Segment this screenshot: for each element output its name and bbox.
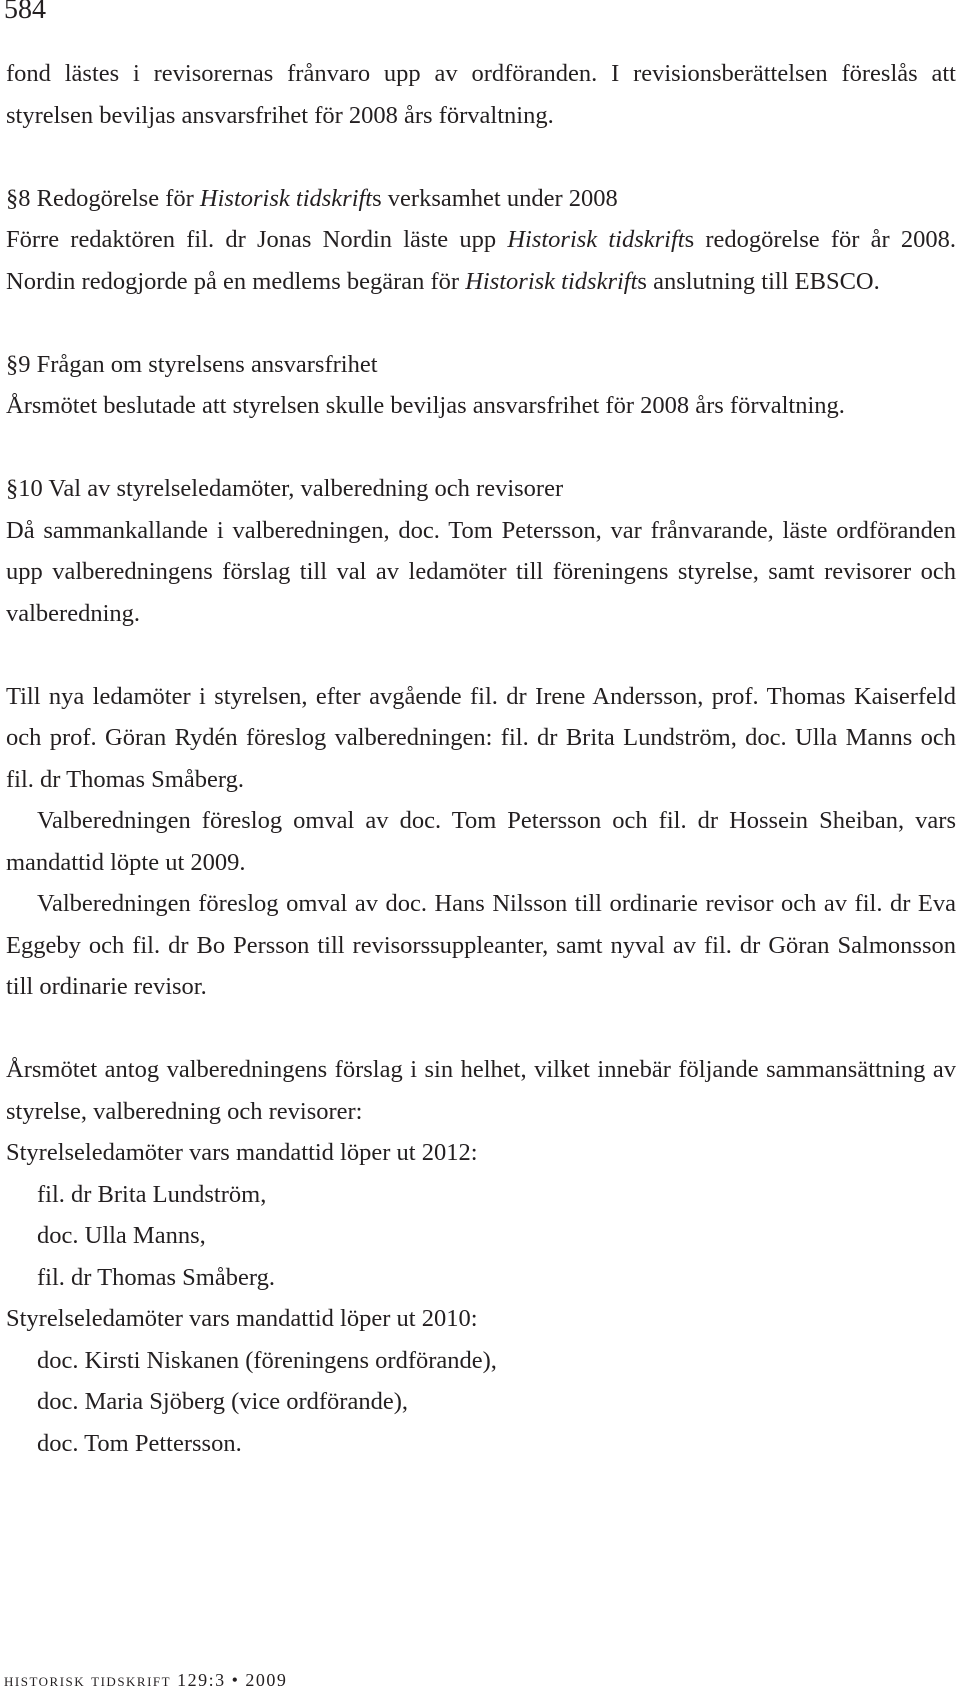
section-9-heading: §9 Frågan om styrelsens ansvarsfrihet [6, 350, 378, 378]
board-2010-member: doc. Kirsti Niskanen (föreningens ordförande), [37, 1346, 497, 1374]
board-2010-label: Styrelseledamöter vars mandattid löper ut 2010: [6, 1305, 478, 1332]
board-2012-member: doc. Ulla Manns, [37, 1222, 206, 1249]
board-2010-member: doc. Maria Sjöberg (vice ordförande), [37, 1388, 408, 1415]
section-8-body: Förre redaktören fil. dr Jonas Nordin läste upp Historisk tidskrifts redogörelse för år 2008. Nordin redogjorde på en medlems begäran för Historisk tidskrifts anslutning till EBSCO. [6, 226, 956, 295]
section-9-body: Årsmötet beslutade att styrelsen skulle beviljas ansvarsfrihet för 2008 års förvaltning. [6, 392, 845, 419]
new-members-paragraph: Till nya ledamöter i styrelsen, efter avgående fil. dr Irene Andersson, prof. Thomas Kaiserfeld och prof. Göran Rydén föreslog valberedningen: fil. dr Brita Lundström, doc. Ulla Manns och fil. dr Thomas Småberg. [6, 682, 956, 793]
section-10-body: Då sammankallande i valberedningen, doc. Tom Petersson, var frånvarande, läste ordföranden upp valberedningens förslag till val av ledamöter till föreningens styrelse, samt revisorer och valberedning. [6, 516, 956, 627]
page-number: 584 [4, 0, 46, 25]
reelection-committee-paragraph: Valberedningen föreslog omval av doc. Tom Petersson och fil. dr Hossein Sheiban, vars mandattid löpte ut 2009. [6, 807, 956, 876]
board-2012-member: fil. dr Thomas Småberg. [37, 1263, 275, 1291]
body-text [6, 53, 956, 1464]
section-8-heading: §8 Redogörelse för Historisk tidskrifts verksamhet under 2008 [6, 184, 618, 212]
section-10-heading: §10 Val av styrelseledamöter, valberedning och revisorer [6, 475, 564, 502]
paragraph-intro: fond lästes i revisorernas frånvaro upp av ordföranden. I revisionsberättelsen föreslås att styrelsen beviljas ansvarsfrihet för 2008 års förvaltning. [6, 60, 956, 129]
board-2010-member: doc. Tom Pettersson. [37, 1429, 242, 1457]
board-2012-member: fil. dr Brita Lundström, [37, 1180, 267, 1208]
adopted-paragraph: Årsmötet antog valberedningens förslag i sin helhet, vilket innebär följande sammansättning av styrelse, valberedning och revisorer: [6, 1056, 956, 1125]
board-2012-label: Styrelseledamöter vars mandattid löper ut 2012: [6, 1139, 478, 1166]
reelection-auditor-paragraph: Valberedningen föreslog omval av doc. Hans Nilsson till ordinarie revisor och av fil. dr Eva Eggeby och fil. dr Bo Persson till revisorssuppleanter, samt nyval av fil. dr Göran Salmonsson till ordinarie revisor. [6, 890, 956, 1000]
running-footer: historisk tidskrift 129:3 • 2009 [4, 1670, 288, 1690]
